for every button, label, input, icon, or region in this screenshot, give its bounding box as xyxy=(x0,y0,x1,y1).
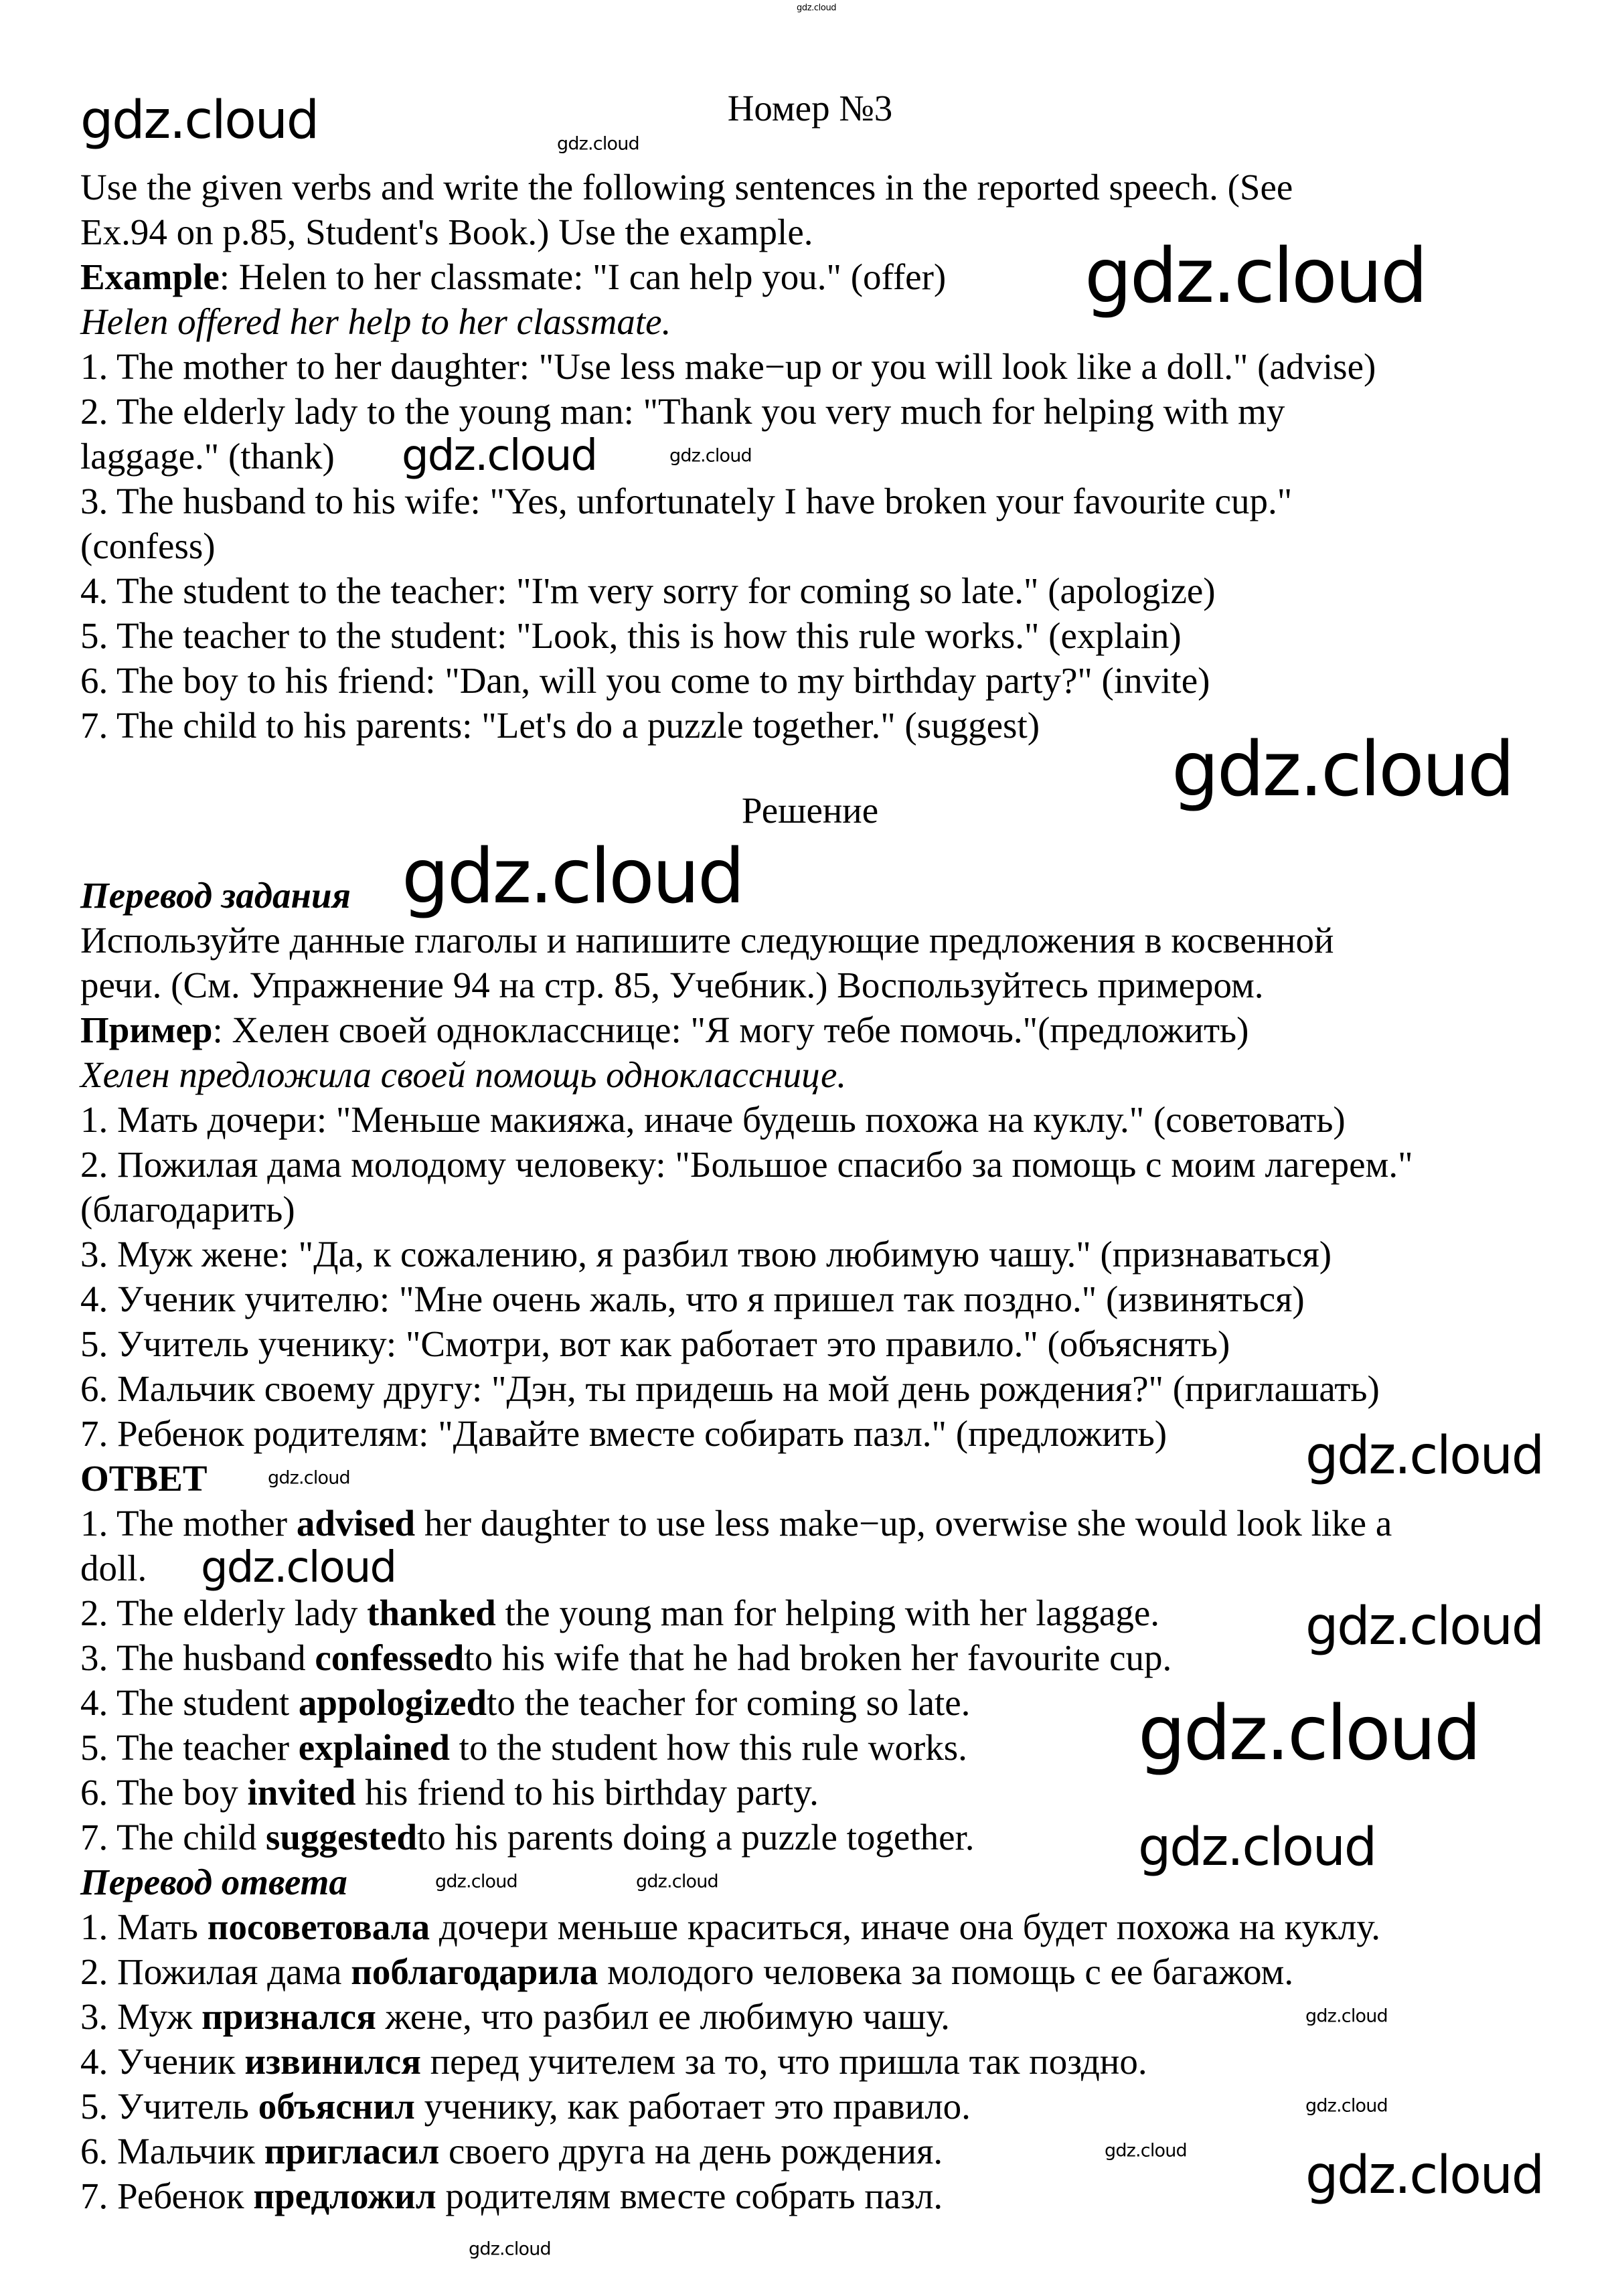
watermark: gdz.cloud xyxy=(636,1871,718,1892)
text-segment: 6. Мальчик xyxy=(80,2131,264,2171)
text-segment: to his wife that he had broken her favourite cup. xyxy=(464,1637,1172,1678)
text-line xyxy=(80,1546,147,1590)
text-segment: 1. The mother to her daughter: "Use less make−up or you will look like a doll." (advise) xyxy=(80,346,1376,387)
text-line xyxy=(80,1949,1293,1994)
text-segment: молодого человека за помощь с ее багажом. xyxy=(598,1951,1294,1992)
text-line xyxy=(80,918,1334,963)
text-segment: 4. The student xyxy=(80,1682,299,1723)
text-segment: to the student how this rule works. xyxy=(449,1727,967,1768)
text-segment: to the teacher for coming so late. xyxy=(487,1682,971,1723)
text-line xyxy=(80,479,1292,523)
watermark: gdz.cloud xyxy=(1305,2145,1543,2206)
emphasized-text: извинился xyxy=(244,2041,421,2082)
text-segment: родителям вместе собрать пазл. xyxy=(436,2176,943,2216)
text-segment: 5. Учитель ученику: "Смотри, вот как работает это правило." (объяснять) xyxy=(80,1323,1230,1364)
emphasized-text: suggested xyxy=(266,1817,418,1858)
emphasized-text: Перевод задания xyxy=(80,875,351,916)
watermark: gdz.cloud xyxy=(1305,1426,1543,1486)
text-line xyxy=(80,1187,295,1232)
text-segment: Ex.94 on p.85, Student's Book.) Use the example. xyxy=(80,212,813,252)
watermark: gdz.cloud xyxy=(402,431,597,481)
text-line xyxy=(80,1366,1380,1411)
text-line xyxy=(80,2174,943,2218)
text-segment: 4. The student to the teacher: "I'm very sorry for coming so late." (apologize) xyxy=(80,570,1216,611)
text-segment: 5. The teacher xyxy=(80,1727,299,1768)
emphasized-text: поблагодарила xyxy=(351,1951,598,1992)
text-segment: laggage." (thank) xyxy=(80,436,335,477)
text-line xyxy=(80,2084,971,2129)
text-segment: her daughter to use less make−up, overwise she would look like a xyxy=(415,1503,1392,1544)
text-line xyxy=(80,568,1216,613)
text-segment: Используйте данные глаголы и напишите следующие предложения в косвенной xyxy=(80,920,1334,961)
text-line xyxy=(80,1680,970,1725)
text-line xyxy=(80,210,813,254)
text-line xyxy=(80,254,946,299)
watermark: gdz.cloud xyxy=(1138,1817,1376,1878)
text-line xyxy=(80,434,335,479)
text-segment: 2. Пожилая дама молодому человеку: "Большое спасибо за помощь с моим лагерем." xyxy=(80,1144,1413,1185)
text-line xyxy=(80,1007,1248,1052)
emphasized-text: ОТВЕТ xyxy=(80,1458,208,1499)
text-segment: 7. The child xyxy=(80,1817,266,1858)
emphasized-text: объяснил xyxy=(258,2086,415,2127)
document-body xyxy=(80,86,1540,2218)
watermark: gdz.cloud xyxy=(469,2238,551,2260)
text-segment: 3. The husband xyxy=(80,1637,315,1678)
text-line xyxy=(80,703,1040,748)
text-segment: 3. Муж жене: "Да, к сожалению, я разбил твою любимую чашу." (признаваться) xyxy=(80,1234,1332,1275)
text-line xyxy=(80,1501,1392,1546)
emphasized-text: Хелен предложила своей помощь однокласснице. xyxy=(80,1054,847,1095)
text-line xyxy=(80,658,1210,703)
watermark: gdz.cloud xyxy=(1138,1690,1479,1777)
text-segment: речи. (См. Упражнение 94 на стр. 85, Учебник.) Воспользуйтесь примером. xyxy=(80,965,1264,1005)
text-line xyxy=(80,2129,943,2174)
text-segment: 6. The boy xyxy=(80,1772,248,1813)
watermark: gdz.cloud xyxy=(1305,2095,1388,2117)
text-line xyxy=(80,1411,1167,1456)
text-segment: дочери меньше краситься, иначе она будет похожа на куклу. xyxy=(430,1906,1381,1947)
emphasized-text: признался xyxy=(202,1996,376,2037)
watermark: gdz.cloud xyxy=(797,3,837,13)
text-line xyxy=(80,1860,347,1904)
watermark: gdz.cloud xyxy=(402,833,743,920)
text-line xyxy=(80,1994,950,2039)
text-line xyxy=(80,299,671,344)
text-segment: : Helen to her classmate: "I can help you." (offer) xyxy=(219,256,947,297)
text-line xyxy=(80,1097,1346,1142)
text-line xyxy=(80,1232,1332,1277)
text-segment: 1. Мать дочери: "Меньше макияжа, иначе будешь похожа на куклу." (советовать) xyxy=(80,1099,1346,1140)
text-segment: his friend to his birthday party. xyxy=(355,1772,819,1813)
text-segment: the young man for helping with her laggage. xyxy=(495,1592,1160,1633)
watermark: gdz.cloud xyxy=(80,90,318,151)
text-segment: Use the given verbs and write the following sentences in the reported speech. (See xyxy=(80,167,1293,208)
text-line xyxy=(80,1590,1159,1635)
text-segment: to his parents doing a puzzle together. xyxy=(417,1817,975,1858)
text-segment: жене, что разбил ее любимую чашу. xyxy=(376,1996,950,2037)
text-segment: 2. The elderly lady xyxy=(80,1592,368,1633)
emphasized-text: advised xyxy=(296,1503,416,1544)
text-segment: 7. Ребенок xyxy=(80,2176,254,2216)
text-segment: 3. The husband to his wife: "Yes, unfortunately I have broken your favourite cup." xyxy=(80,481,1293,521)
text-segment: 1. The mother xyxy=(80,1503,297,1544)
text-segment: перед учителем за то, что пришла так поздно. xyxy=(420,2041,1147,2082)
text-segment: 3. Муж xyxy=(80,1996,202,2037)
watermark: gdz.cloud xyxy=(557,133,639,155)
text-line xyxy=(80,1277,1305,1321)
text-line xyxy=(80,613,1182,658)
watermark: gdz.cloud xyxy=(1305,2005,1388,2027)
text-segment: 6. The boy to his friend: "Dan, will you come to my birthday party?" (invite) xyxy=(80,660,1210,701)
emphasized-text: thanked xyxy=(367,1592,496,1633)
text-segment: 2. The elderly lady to the young man: "Thank you very much for helping with my xyxy=(80,391,1285,432)
text-line xyxy=(80,523,216,568)
emphasized-text: Перевод ответа xyxy=(80,1862,347,1902)
text-segment: 7. Ребенок родителям: "Давайте вместе собирать пазл." (предложить) xyxy=(80,1413,1167,1454)
watermark: gdz.cloud xyxy=(435,1871,517,1892)
text-segment: Номер №3 xyxy=(727,88,893,129)
emphasized-text: Helen offered her help to her classmate. xyxy=(80,301,671,342)
watermark: gdz.cloud xyxy=(1105,2140,1187,2161)
watermark: gdz.cloud xyxy=(1172,726,1513,813)
emphasized-text: explained xyxy=(298,1727,450,1768)
text-segment: 7. The child to his parents: "Let's do a puzzle together." (suggest) xyxy=(80,705,1040,746)
emphasized-text: Пример xyxy=(80,1009,213,1050)
text-line xyxy=(80,1815,975,1860)
text-line xyxy=(80,165,1293,210)
emphasized-text: посоветовала xyxy=(207,1906,430,1947)
emphasized-text: Example xyxy=(80,256,220,297)
watermark: gdz.cloud xyxy=(201,1543,396,1592)
emphasized-text: invited xyxy=(247,1772,356,1813)
text-line xyxy=(80,1904,1380,1949)
text-segment: своего друга на день рождения. xyxy=(439,2131,943,2171)
emphasized-text: пригласил xyxy=(264,2131,440,2171)
emphasized-text: предложил xyxy=(253,2176,436,2216)
text-segment: 5. Учитель xyxy=(80,2086,258,2127)
emphasized-text: appologized xyxy=(298,1682,487,1723)
watermark: gdz.cloud xyxy=(1084,233,1426,320)
text-line xyxy=(80,1052,846,1097)
text-line xyxy=(80,1635,1172,1680)
text-segment: (благодарить) xyxy=(80,1189,295,1230)
text-line xyxy=(80,1456,208,1501)
text-segment: ученику, как работает это правило. xyxy=(414,2086,971,2127)
section-heading xyxy=(742,788,878,833)
text-segment: 1. Мать xyxy=(80,1906,208,1947)
page-title xyxy=(728,86,893,131)
text-line xyxy=(80,1142,1413,1187)
text-segment: 2. Пожилая дама xyxy=(80,1951,351,1992)
watermark: gdz.cloud xyxy=(1305,1596,1543,1657)
text-line xyxy=(80,344,1376,389)
text-line xyxy=(80,1770,819,1815)
text-line xyxy=(80,963,1264,1007)
text-segment: 5. The teacher to the student: "Look, this is how this rule works." (explain) xyxy=(80,615,1182,656)
text-segment: 4. Ученик xyxy=(80,2041,245,2082)
watermark: gdz.cloud xyxy=(669,445,752,467)
text-segment: doll. xyxy=(80,1548,147,1588)
text-segment: Решение xyxy=(741,790,879,831)
section-heading xyxy=(80,873,351,918)
text-segment: (confess) xyxy=(80,525,216,566)
text-segment: : Хелен своей однокласснице: "Я могу тебе помочь."(предложить) xyxy=(212,1009,1249,1050)
text-segment: 4. Ученик учителю: "Мне очень жаль, что я пришел так поздно." (извиняться) xyxy=(80,1279,1305,1319)
emphasized-text: confessed xyxy=(315,1637,465,1678)
text-segment: 6. Мальчик своему другу: "Дэн, ты придешь на мой день рождения?" (приглашать) xyxy=(80,1368,1380,1409)
text-line xyxy=(80,1321,1230,1366)
text-line xyxy=(80,2039,1147,2084)
watermark: gdz.cloud xyxy=(268,1467,350,1489)
text-line xyxy=(80,389,1285,434)
text-line xyxy=(80,1725,967,1770)
